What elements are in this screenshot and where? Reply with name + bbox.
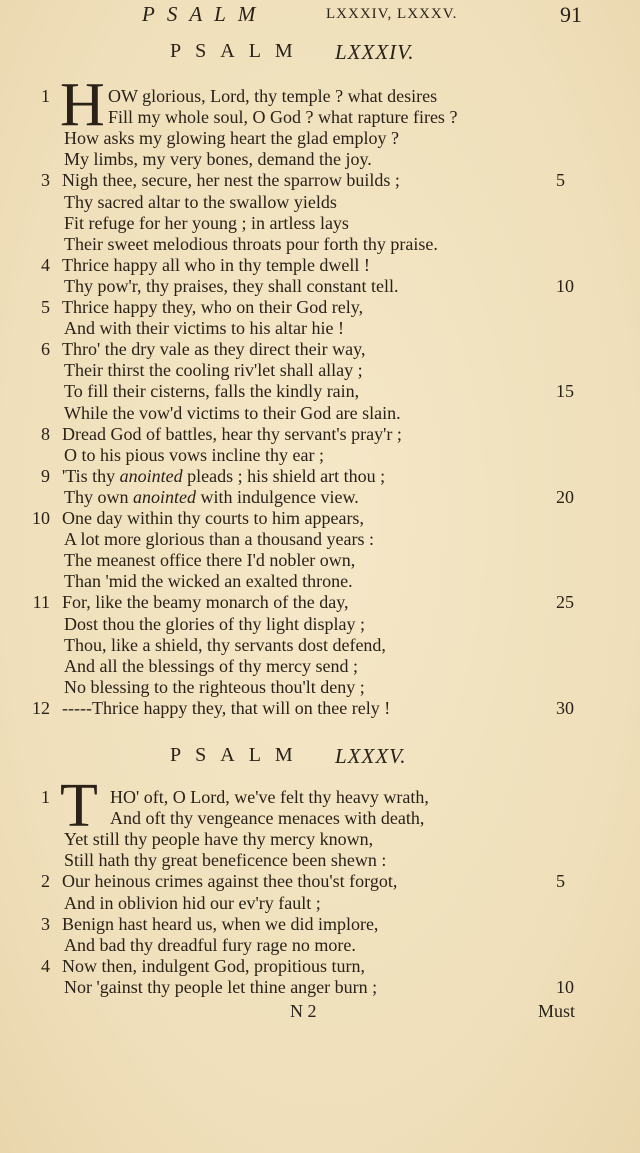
- line-number: 5: [556, 871, 565, 892]
- verse-line: My limbs, my very bones, demand the joy.: [64, 149, 372, 170]
- verse-line: Thrice happy they, who on their God rely,: [62, 297, 364, 317]
- verse-line: Fit refuge for her young ; in artless lays: [64, 212, 349, 233]
- verse-line: Dread God of battles, hear thy servant's pray'r ;: [62, 423, 402, 444]
- drop-cap: H: [60, 71, 105, 139]
- verse-line: O to his pious vows incline thy ear ;: [64, 444, 324, 465]
- verse-line: Thro' the dry vale as they direct their way,: [62, 339, 366, 360]
- line-number: 25: [556, 592, 574, 613]
- verse-line: Now then, indulgent God, propitious turn,: [62, 955, 365, 976]
- verse-line: Than 'mid the wicked an exalted throne.: [64, 571, 353, 592]
- verse-line: And oft thy vengeance menaces with death,: [110, 808, 425, 829]
- verse-line: Yet still thy people have thy mercy known,: [64, 829, 374, 850]
- verse-number: 4: [41, 955, 50, 976]
- running-head-title: PSALM: [142, 2, 268, 26]
- verse-line: For, like the beamy monarch of the day,: [62, 592, 349, 613]
- verse-line: 'Tis thy anointed pleads ; his shield art thou ;: [62, 465, 386, 486]
- verse-line: A lot more glorious than a thousand years :: [64, 529, 374, 550]
- line-number: 5: [556, 170, 565, 191]
- heading-number: LXXXIV.: [335, 40, 415, 64]
- heading-word: PSALM: [170, 40, 307, 62]
- verse-line: Our heinous crimes against thee thou'st forgot,: [62, 871, 398, 892]
- verse-number: 8: [41, 423, 50, 444]
- verse-number: 4: [41, 254, 50, 275]
- verse-line: Fill my whole soul, O God ? what rapture fires ?: [108, 107, 458, 128]
- catchword: Must: [538, 1001, 576, 1021]
- line-number: 30: [556, 697, 574, 718]
- verse-number: 9: [41, 465, 50, 486]
- running-head-psalm-numbers: LXXXIV, LXXXV.: [326, 6, 458, 22]
- running-head: [0, 2, 640, 26]
- verse-line: Their sweet melodious throats pour forth thy praise.: [64, 233, 438, 254]
- verse-line: Thy pow'r, thy praises, they shall constant tell.: [64, 275, 399, 296]
- verse-line: Still hath thy great beneficence been shewn :: [64, 850, 387, 871]
- verse-line: Their thirst the cooling riv'let shall allay ;: [64, 360, 363, 381]
- psalm-84-heading: [0, 40, 640, 68]
- verse-line: Nigh thee, secure, her nest the sparrow builds ;: [62, 170, 400, 191]
- verse-number: 5: [41, 297, 50, 317]
- verse-number: 6: [41, 339, 50, 360]
- page-number: 91: [560, 2, 582, 27]
- verse-line: Thou, like a shield, thy servants dost defend,: [64, 634, 386, 655]
- verse-number: 1: [41, 86, 50, 106]
- line-number: 10: [556, 976, 574, 997]
- verse-line: OW glorious, Lord, thy temple ? what desires: [108, 86, 438, 106]
- verse-line: -----Thrice happy they, that will on thee rely !: [62, 697, 391, 718]
- verse-line: The meanest office there I'd nobler own,: [64, 550, 356, 571]
- line-number: 10: [556, 275, 574, 296]
- verse-line: One day within thy courts to him appears,: [62, 508, 364, 528]
- heading-word: PSALM: [170, 744, 307, 766]
- verse-line: How asks my glowing heart the glad employ ?: [64, 128, 399, 149]
- verse-line: And with their victims to his altar hie !: [64, 318, 344, 339]
- verse-line: No blessing to the righteous thou'lt deny ;: [64, 676, 365, 697]
- signature-mark: N 2: [290, 1001, 317, 1021]
- verse-line: HO' oft, O Lord, we've felt thy heavy wrath,: [110, 787, 429, 807]
- verse-line: Dost thou the glories of thy light display ;: [64, 613, 365, 634]
- verse-number: 12: [32, 697, 50, 718]
- verse-line: Thy own anointed with indulgence view.: [64, 486, 359, 507]
- verse-line: Thy sacred altar to the swallow yields: [64, 191, 337, 212]
- verse-number: 11: [32, 592, 50, 613]
- line-number: 20: [556, 486, 574, 507]
- verse-line: And in oblivion hid our ev'ry fault ;: [64, 892, 321, 913]
- drop-cap: T: [60, 772, 98, 840]
- line-number: 15: [556, 381, 574, 402]
- verse-number: 3: [41, 170, 50, 191]
- verse-number: 3: [41, 913, 50, 934]
- verse-line: Nor 'gainst thy people let thine anger burn ;: [64, 976, 378, 997]
- verse-line: Thrice happy all who in thy temple dwell !: [62, 254, 370, 275]
- verse-line: To fill their cisterns, falls the kindly rain,: [64, 381, 360, 402]
- heading-number: LXXXV.: [335, 744, 407, 768]
- verse-line: Benign hast heard us, when we did implore,: [62, 913, 379, 934]
- verse-line: And bad thy dreadful fury rage no more.: [64, 934, 356, 955]
- verse-number: 10: [32, 508, 50, 528]
- verse-number: 2: [41, 871, 50, 892]
- psalm-85-heading: [0, 744, 640, 772]
- verse-number: 1: [41, 787, 50, 807]
- verse-line: While the vow'd victims to their God are slain.: [64, 402, 401, 423]
- verse-line: And all the blessings of thy mercy send ;: [64, 655, 358, 676]
